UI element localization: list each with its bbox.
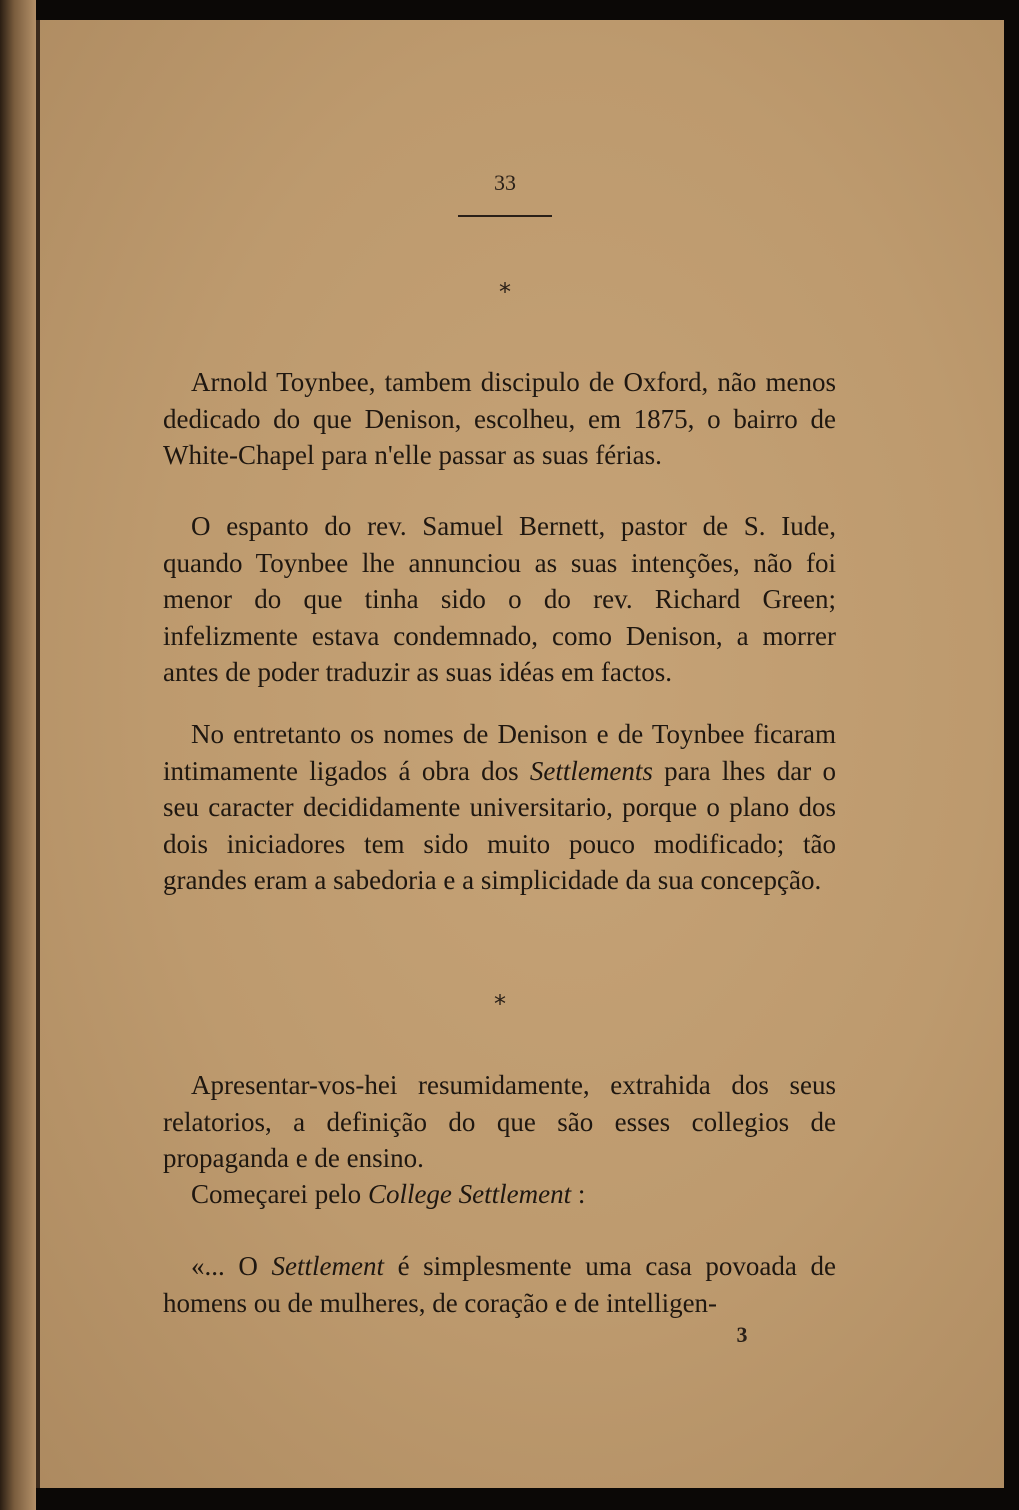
paragraph-apresentar: Apresentar-vos-hei resumidamente, extrahida dos seus relatorios, a definição do que são esses collegios de propaganda e de ensino. bbox=[163, 1070, 836, 1173]
page-number-rule bbox=[458, 215, 552, 217]
section-mark-2: * bbox=[494, 990, 506, 1018]
paragraph-quote-text-a: «... O bbox=[191, 1251, 272, 1281]
paragraph-settlements bbox=[163, 716, 836, 899]
paragraph-toynbee: Arnold Toynbee, tambem discipulo de Oxford, não menos dedicado do que Denison, escolheu, em 1875, o bairro de White-Chapel para n'elle passar as suas férias. bbox=[163, 367, 836, 470]
paragraph-comecarei-text-a: Começarei pelo bbox=[191, 1179, 368, 1209]
paragraph-comecarei bbox=[163, 1176, 836, 1213]
signature-mark: 3 bbox=[736, 1322, 748, 1347]
paragraph-bernett: O espanto do rev. Samuel Bernett, pastor de S. Iude, quando Toynbee lhe annunciou as suas intenções, não foi menor do que tinha sido o do rev. Richard Green; infelizmente estava condemnado, como Denison, a morrer antes de poder traduzir as suas idéas em factos. bbox=[163, 511, 836, 687]
paragraph-settlements-text-a: No entretanto os nomes de Denison e de Toynbee ficaram intimamente ligados á obra dos bbox=[163, 719, 836, 786]
paragraph-quote-italic: Settlement bbox=[271, 1251, 384, 1281]
paragraph-quote-text-b: é simplesmente uma casa povoada de homens ou de mulheres, de coração e de intelligen- bbox=[163, 1251, 836, 1318]
gutter-shadow bbox=[36, 20, 40, 1488]
paragraph-settlements-italic: Settlements bbox=[529, 755, 653, 786]
page-number: 33 bbox=[494, 170, 516, 195]
paragraph-comecarei-italic: College Settlement bbox=[367, 1179, 572, 1209]
book-spine bbox=[0, 0, 36, 1510]
section-mark-1: * bbox=[499, 278, 511, 306]
paragraph-quote bbox=[163, 1248, 836, 1321]
paragraph-settlements-text-b: para lhes dar o seu caracter decididamente universitario, porque o plano dos dois iniciadores tem sido muito pouco modificado; tão grandes eram a sabedoria e a simplicidade da sua concepção. bbox=[163, 755, 836, 895]
paragraph-comecarei-text-b: : bbox=[571, 1179, 586, 1209]
